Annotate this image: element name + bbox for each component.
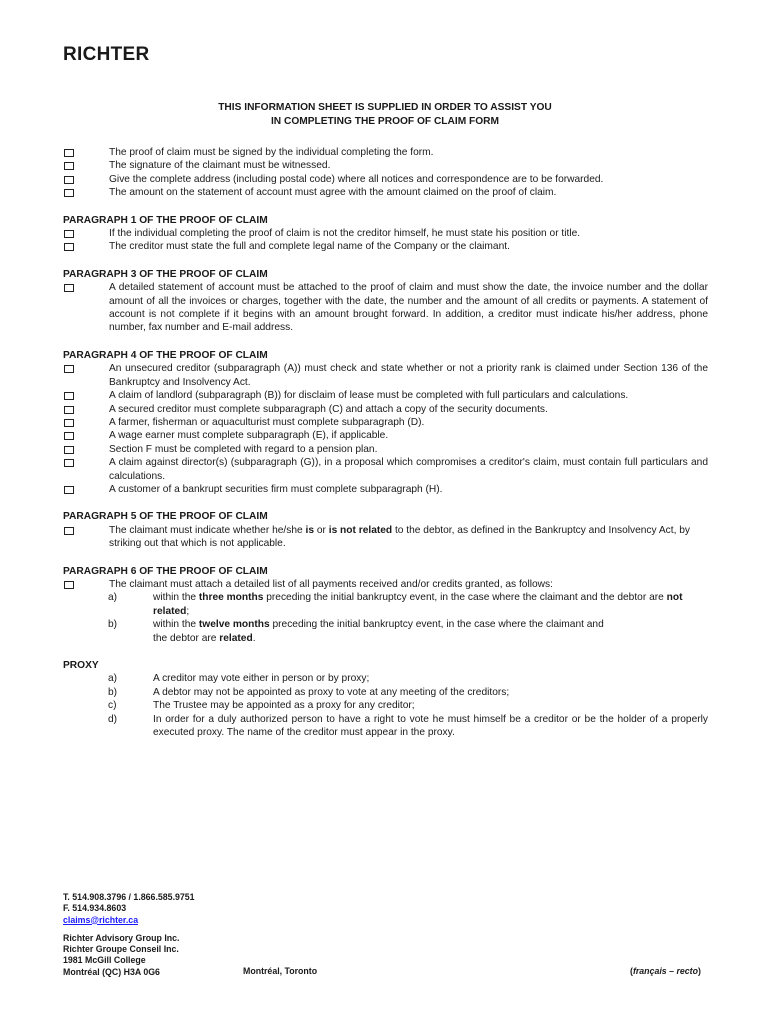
contact-footer: [63, 892, 195, 978]
checkbox-icon[interactable]: [64, 446, 74, 454]
language-indicator: (français – recto): [630, 966, 701, 976]
company-name-1: Richter Advisory Group Inc.: [63, 932, 180, 943]
checklist-item: A detailed statement of account must be attached to the proof of claim and must show the date, the invoice number and the dollar amount of all the invoices or charges, together with the date, the number and the amount of all credits or payments. A statement of account is not complete if it begins with an amount brought forward. In addition, a creditor must indicate his/her address, phone number, fax number and E-mail address.: [63, 281, 708, 335]
paragraph-4-heading: PARAGRAPH 4 OF THE PROOF OF CLAIM: [63, 349, 268, 361]
city-postal: Montréal (QC) H3A 0G6: [63, 966, 160, 977]
checklist-item: A farmer, fisherman or aquaculturist must complete subparagraph (D).: [63, 416, 708, 429]
checkbox-icon[interactable]: [64, 419, 74, 427]
paragraph-1-heading: PARAGRAPH 1 OF THE PROOF OF CLAIM: [63, 214, 268, 226]
checkbox-icon[interactable]: [64, 365, 74, 373]
checklist-item: A wage earner must complete subparagraph (E), if applicable.: [63, 429, 708, 442]
checkbox-icon[interactable]: [64, 176, 74, 184]
checklist-item: Give the complete address (including postal code) where all notices and correspondence are to be forwarded.: [63, 173, 708, 186]
paragraph-6-sub-a: a) within the three months preceding the initial bankruptcy event, in the case where the claimant and the debtor are not related;: [108, 592, 683, 617]
company-name-2: Richter Groupe Conseil Inc.: [63, 944, 179, 955]
checklist-item: The creditor must state the full and complete legal name of the Company or the claimant.: [63, 240, 708, 253]
checklist-item: The amount on the statement of account must agree with the amount claimed on the proof of claim.: [63, 186, 708, 199]
checklist-item: A secured creditor must complete subparagraph (C) and attach a copy of the security documents.: [63, 403, 708, 416]
checkbox-icon[interactable]: [64, 162, 74, 170]
checklist-item: The claimant must indicate whether he/she is or is not related to the debtor, as defined in the Bankruptcy and Insolvency Act, by striking out that which is not applicable.: [63, 524, 708, 551]
street-address: 1981 McGill College: [63, 955, 146, 966]
fax-number: F. 514.934.8603: [63, 903, 127, 914]
checkbox-icon[interactable]: [64, 230, 74, 238]
proxy-item: c) The Trustee may be appointed as a proxy for any creditor;: [108, 700, 415, 712]
email-link[interactable]: claims@richter.ca: [63, 914, 139, 925]
proxy-item: d) In order for a duly authorized person to have a right to vote he must himself be a creditor or be the holder of a properly executed proxy. The name of the creditor must appear in the proxy.: [108, 713, 708, 739]
checkbox-icon[interactable]: [64, 243, 74, 251]
checkbox-icon[interactable]: [64, 392, 74, 400]
paragraph-3-heading: PARAGRAPH 3 OF THE PROOF OF CLAIM: [63, 268, 268, 280]
title-line-1: THIS INFORMATION SHEET IS SUPPLIED IN ORDER TO ASSIST YOU: [218, 102, 552, 113]
checklist-item: The signature of the claimant must be witnessed.: [63, 159, 708, 172]
checklist-item: If the individual completing the proof of claim is not the creditor himself, he must state his position or title.: [63, 227, 708, 240]
checklist-item: A claim against director(s) (subparagraph (G)), in a proposal which compromises a creditor's claim, must contain full particulars and calculations.: [63, 456, 708, 483]
checklist-item: A claim of landlord (subparagraph (B)) for disclaim of lease must be completed with full particulars and calculations.: [63, 389, 708, 402]
paragraph-5-heading: PARAGRAPH 5 OF THE PROOF OF CLAIM: [63, 511, 268, 523]
checklist-item: An unsecured creditor (subparagraph (A)) must check and state whether or not a priority rank is claimed under Section 136 of the Bankruptcy and Insolvency Act.: [63, 362, 708, 389]
checkbox-icon[interactable]: [64, 459, 74, 467]
checklist-item: A customer of a bankrupt securities firm must complete subparagraph (H).: [63, 483, 708, 496]
phone-number: T. 514.908.3796 / 1.866.585.9751: [63, 892, 195, 902]
proxy-heading: PROXY: [63, 660, 99, 671]
instructions-content: [63, 146, 708, 739]
proxy-item: b) A debtor may not be appointed as proxy to vote at any meeting of the creditors;: [108, 686, 510, 698]
checkbox-icon[interactable]: [64, 486, 74, 494]
checkbox-icon[interactable]: [64, 284, 74, 292]
checklist-item: Section F must be completed with regard to a pension plan.: [63, 443, 708, 456]
checkbox-icon[interactable]: [64, 527, 74, 535]
checkbox-icon[interactable]: [64, 149, 74, 157]
paragraph-6-sub-b: b) within the twelve months preceding the initial bankruptcy event, in the case where the claimant and the debtor are related.: [108, 619, 604, 644]
office-cities: Montréal, Toronto: [243, 966, 318, 976]
checklist-item: The proof of claim must be signed by the individual completing the form.: [63, 146, 708, 159]
checkbox-icon[interactable]: [64, 581, 74, 589]
document-title: [0, 101, 770, 128]
checkbox-icon[interactable]: [64, 189, 74, 197]
checkbox-icon[interactable]: [64, 406, 74, 414]
paragraph-6-heading: PARAGRAPH 6 OF THE PROOF OF CLAIM: [63, 565, 268, 577]
general-checklist: [63, 146, 708, 200]
title-line-2: IN COMPLETING THE PROOF OF CLAIM FORM: [270, 115, 500, 127]
richter-logo: RICHTER: [63, 44, 150, 65]
checkbox-icon[interactable]: [64, 432, 74, 440]
proxy-item: a) A creditor may vote either in person or by proxy;: [108, 673, 370, 685]
checklist-item: The claimant must attach a detailed list of all payments received and/or credits granted, as follows:: [63, 578, 708, 591]
